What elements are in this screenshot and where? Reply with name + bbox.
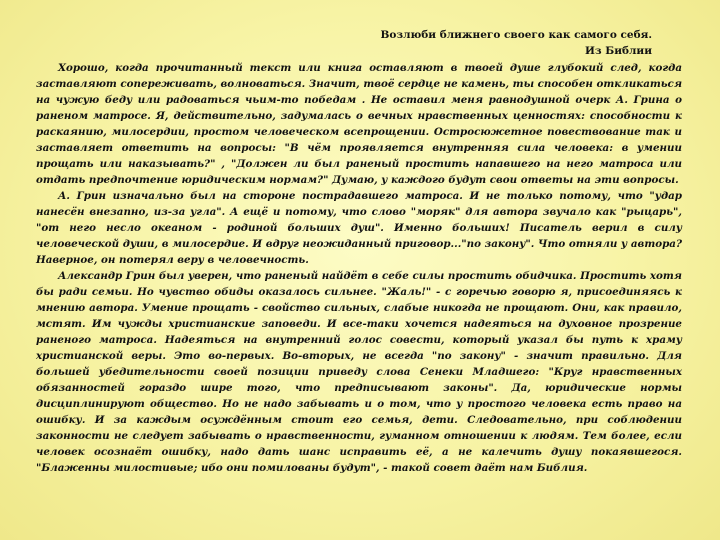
- epigraph-source: Из Библии: [584, 45, 652, 57]
- essay-paragraph: Александр Грин был уверен, что раненый найдёт в себе силы простить обидчика. Простить хотя бы ради семьи. Но чувство обиды оказалось сильнее. "Жаль!" - с горечью говорю я, присоединяясь к мнению автора. Умение прощать - свойство сильных, слабые никогда не прощают. Они, как правило, мстят. Им чужды христианские заповеди. И все-таки хочется надеяться на духовное прозрение раненого матроса. Надеяться на внутренний голос совести, который указал бы путь к храму христианской веры. Это во-первых. Во-вторых, не всегда "по закону" - значит правильно. Для большей убедительности своей позиции приведу слова Сенеки Младшего: "Круг нравственных обязанностей гораздо шире того, что предписывают законы". Да, юридические нормы дисциплинируют общество. Но не надо забывать и о том, что у простого человека есть право на ошибку. И за каждым осуждённым стоит его семья, дети. Следовательно, при соблюдении законности не следует забывать о нравственности, гуманном отношении к людям. Тем более, если человек осознаёт ошибку, надо дать шанс исправить её, а не калечить душу покаявшегося. "Блаженны милостивые; ибо они помилованы будут", - такой совет даёт нам Библия.: [36, 270, 682, 474]
- essay-paragraph: А. Грин изначально был на стороне пострадавшего матроса. И не только потому, что "удар нанесён внезапно, из-за угла". А ещё и потому, что слово "моряк" для автора звучало как "рыцарь", "от него несло океаном - родиной больших душ". Именно больших! Писатель верил в силу человеческой души, в милосердие. И вдруг неожиданный приговор..."по закону". Что отняли у автора? Наверное, он потерял веру в человечность.: [36, 190, 682, 266]
- essay-body: [36, 60, 682, 476]
- essay-paragraph: Хорошо, когда прочитанный текст или книга оставляют в твоей душе глубокий след, когда заставляют сопереживать, волноваться. Значит, твоё сердце не камень, ты способен откликаться на чужую беду или радоваться чьим-то победам . Не оставил меня равнодушной очерк А. Грина о раненом матросе. Я, действительно, задумалась о вечных нравственных ценностях: способности к раскаянию, милосердии, простом человеческом всепрощении. Остросюжетное повествование так и заставляет ответить на вопросы: "В чём проявляется внутренняя сила человека: в умении прощать или наказывать?" , "Должен ли был раненый простить напавшего на него матроса или отдать предпочтение юридическим нормам?" Думаю, у каждого будут свои ответы на эти вопросы.: [36, 62, 683, 186]
- epigraph-quote: Возлюби ближнего своего как самого себя.: [380, 29, 652, 41]
